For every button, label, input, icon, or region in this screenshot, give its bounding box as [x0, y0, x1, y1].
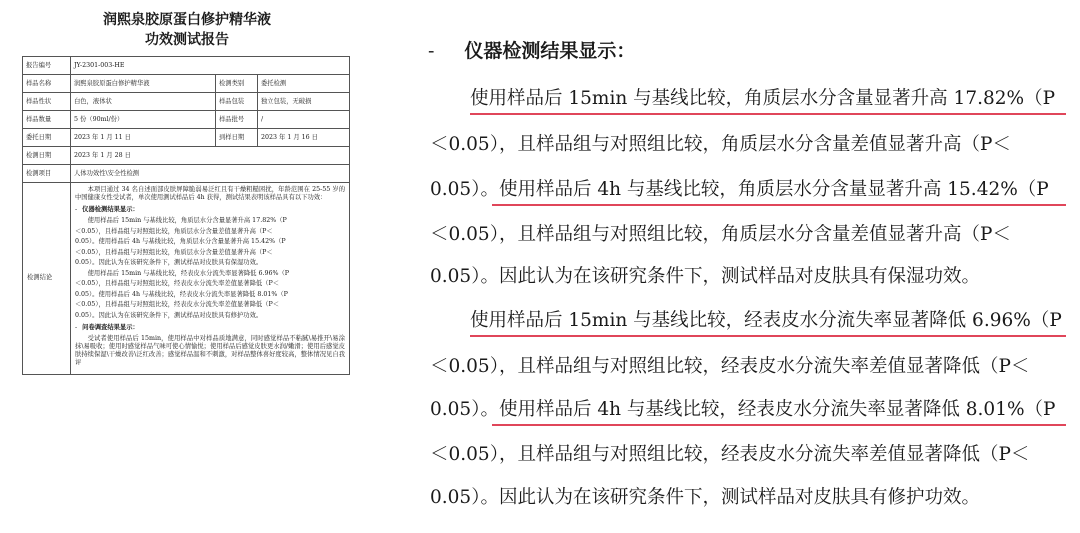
- zoom-line: ＜0.05），且样品组与对照组比较，经表皮水分流失率差值显著降低（P＜: [430, 444, 1030, 465]
- dash-bullet: -: [75, 323, 78, 331]
- highlight-underline: [492, 204, 1066, 206]
- highlight-underline: [470, 113, 1066, 115]
- text-line: 使用样品后 15min 与基线比较，角质层水分含量显著升高 17.82%（P: [87, 217, 287, 224]
- test-item-label: 检测项目: [23, 165, 71, 183]
- dash-bullet: -: [75, 206, 78, 213]
- package-value: 独立包装，无破损: [258, 93, 350, 111]
- batch-value: /: [258, 111, 350, 129]
- zoom-line: 0.05）。因此认为在该研究条件下，测试样品对皮肤具有修护功效。: [430, 487, 980, 508]
- dash-bullet: -: [428, 40, 435, 62]
- table-row: [23, 147, 350, 165]
- conclusion-body: [71, 183, 350, 375]
- batch-label: 样品批号: [216, 111, 258, 129]
- text-line: ＜0.05），且样品组与对照组比较，角质层水分含量差值显著升高（P＜: [75, 227, 273, 235]
- table-row: [23, 111, 350, 129]
- table-row: [23, 183, 350, 375]
- zoom-line: 0.05）。使用样品后 4h 与基线比较，经表皮水分流失率显著降低 8.01%（P: [430, 399, 1056, 420]
- section-heading: [75, 324, 345, 332]
- package-label: 样品包装: [216, 93, 258, 111]
- quantity-value: 5 份（90ml/份）: [71, 111, 216, 129]
- sample-state-value: 白色，液体状: [71, 93, 216, 111]
- text-line: 0.05）。因此认为在该研究条件下，测试样品对皮肤具有修护功效。: [75, 311, 263, 319]
- table-row: [23, 75, 350, 93]
- zoom-line: ＜0.05），且样品组与对照组比较，经表皮水分流失率差值显著降低（P＜: [430, 356, 1030, 377]
- test-date-label: 检测日期: [23, 147, 71, 165]
- sample-state-label: 样品性状: [23, 93, 71, 111]
- text-line: 使用样品后 15min 与基线比较，经表皮水分流失率显著降低 6.96%（P: [87, 269, 290, 277]
- text-line: ＜0.05），且样品组与对照组比较，经表皮水分流失率差值显著降低（P＜: [75, 280, 280, 287]
- report-subtitle: 功效测试报告: [145, 32, 229, 48]
- report-no-label: 报告编号: [23, 57, 71, 75]
- sample-name-label: 样品名称: [23, 75, 71, 93]
- zoom-heading-text: 仪器检测结果显示：: [464, 40, 636, 62]
- report-no-value: JY-2301-003-HE: [71, 57, 350, 75]
- table-row: [23, 129, 350, 147]
- conclusion-label: 检测结论: [23, 183, 71, 375]
- test-type-label: 检测类别: [216, 75, 258, 93]
- quantity-label: 样品数量: [23, 111, 71, 129]
- zoom-line: 0.05）。使用样品后 4h 与基线比较，角质层水分含量显著升高 15.42%（P: [430, 179, 1049, 200]
- entrust-date-label: 委托日期: [23, 129, 71, 147]
- arrival-date-value: 2023 年 1 月 16 日: [258, 129, 350, 147]
- zoom-line: 0.05）。因此认为在该研究条件下，测试样品对皮肤具有保湿功效。: [430, 266, 980, 287]
- report-document: [22, 0, 352, 533]
- zoom-line: 使用样品后 15min 与基线比较，角质层水分含量显著升高 17.82%（P: [470, 88, 1056, 109]
- section-heading: [75, 206, 345, 214]
- table-row: [23, 93, 350, 111]
- text-line: ＜0.05），且样品组与对照组比较，角质层水分含量差值显著升高（P＜: [75, 248, 273, 256]
- report-info-table: [22, 56, 350, 375]
- zoom-line: ＜0.05），且样品组与对照组比较，角质层水分含量差值显著升高（P＜: [430, 224, 1011, 245]
- report-title: 润熙泉胶原蛋白修护精华液: [103, 12, 271, 28]
- questionnaire-text: 受试者使用样品后 15min，使用样品中对样品质地满意，同时感觉样品不粘腻\易推开\易涂抹\易吸收；使用时感觉样品气味可使心情愉悦；使用样品后感觉皮肤更水润/嫩滑；使用后感觉皮肤持续保湿\干燥改善\泛红改善；感觉样品温和不刺激，对样品整体喜好度较高，整体情况见自我评: [75, 334, 345, 366]
- highlight-underline: [492, 424, 1066, 426]
- section1-title: 仪器检测结果显示：: [82, 206, 139, 213]
- conclusion-intro: 本项目通过 34 名自述面部皮肤屏障脆弱易泛红且有干燥粗糙困扰，年龄范围在 25-55 岁的中国健康女性受试者，单次使用测试样品后 4h 获得，测试结果表明该样品具有以下功效：: [75, 186, 345, 201]
- table-row: [23, 57, 350, 75]
- zoom-line: ＜0.05），且样品组与对照组比较，角质层水分含量差值显著升高（P＜: [430, 134, 1011, 155]
- test-date-value: 2023 年 1 月 28 日: [71, 147, 350, 165]
- entrust-date-value: 2023 年 1 月 11 日: [71, 129, 216, 147]
- text-line: ＜0.05），且样品组与对照组比较，经表皮水分流失率差值显著降低（P＜: [75, 301, 280, 308]
- highlight-underline: [470, 335, 1066, 337]
- text-line: 0.05）。使用样品后 4h 与基线比较，经表皮水分流失率显著降低 8.01%（P: [75, 290, 288, 298]
- zoom-heading: [428, 36, 635, 63]
- sample-name-value: 润熙泉胶原蛋白修护精华液: [71, 75, 216, 93]
- zoom-line: 使用样品后 15min 与基线比较，经表皮水分流失率显著降低 6.96%（P: [470, 310, 1062, 331]
- zoomed-excerpt: [428, 0, 1068, 533]
- arrival-date-label: 到样日期: [216, 129, 258, 147]
- table-row: [23, 165, 350, 183]
- text-line: 0.05）。使用样品后 4h 与基线比较，角质层水分含量显著升高 15.42%（P: [75, 238, 286, 245]
- test-type-value: 委托检测: [258, 75, 350, 93]
- text-line: 0.05）。因此认为在该研究条件下，测试样品对皮肤具有保湿功效。: [75, 259, 263, 266]
- test-item-value: 人体功效性\安全性检测: [71, 165, 350, 183]
- section2-title: 问卷调查结果显示：: [82, 323, 139, 331]
